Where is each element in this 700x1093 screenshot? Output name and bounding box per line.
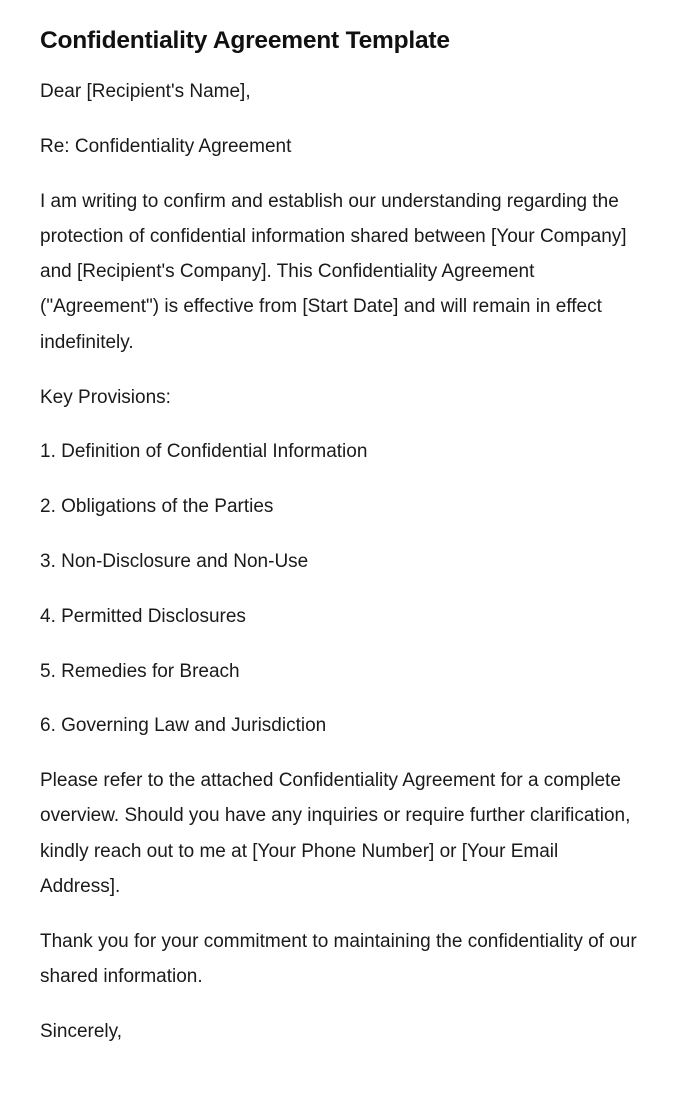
provision-item: 2. Obligations of the Parties [40,496,274,518]
provision-item: 6. Governing Law and Jurisdiction [40,715,327,737]
reference-paragraph: Please refer to the attached Confidentiality Agreement for a complete overview. Should you have any inquiries or require further clarification, kindly reach out to me at [Your Phone Number] or [Your Email Address]. [40,770,631,898]
document-title: Confidentiality Agreement Template [40,27,450,54]
provision-item: 3. Non-Disclosure and Non-Use [40,550,309,572]
provision-item: 1. Definition of Confidential Information [40,441,368,463]
provisions-list [40,434,660,743]
thanks-paragraph: Thank you for your commitment to maintaining the confidentiality of our shared information. [40,930,637,988]
closing: Sincerely, [40,1020,123,1042]
subject-line: Re: Confidentiality Agreement [40,135,292,157]
provision-item: 5. Remedies for Breach [40,660,240,682]
provisions-heading: Key Provisions: [40,386,171,408]
intro-paragraph: I am writing to confirm and establish our understanding regarding the protection of confidential information shared between [Your Company] and [Recipient's Company]. This Confidentiality Agreement ("Agreement") is effective from [Start Date] and will remain in effect indefinitely. [40,190,627,353]
salutation: Dear [Recipient's Name], [40,81,251,102]
provision-item: 4. Permitted Disclosures [40,605,246,627]
